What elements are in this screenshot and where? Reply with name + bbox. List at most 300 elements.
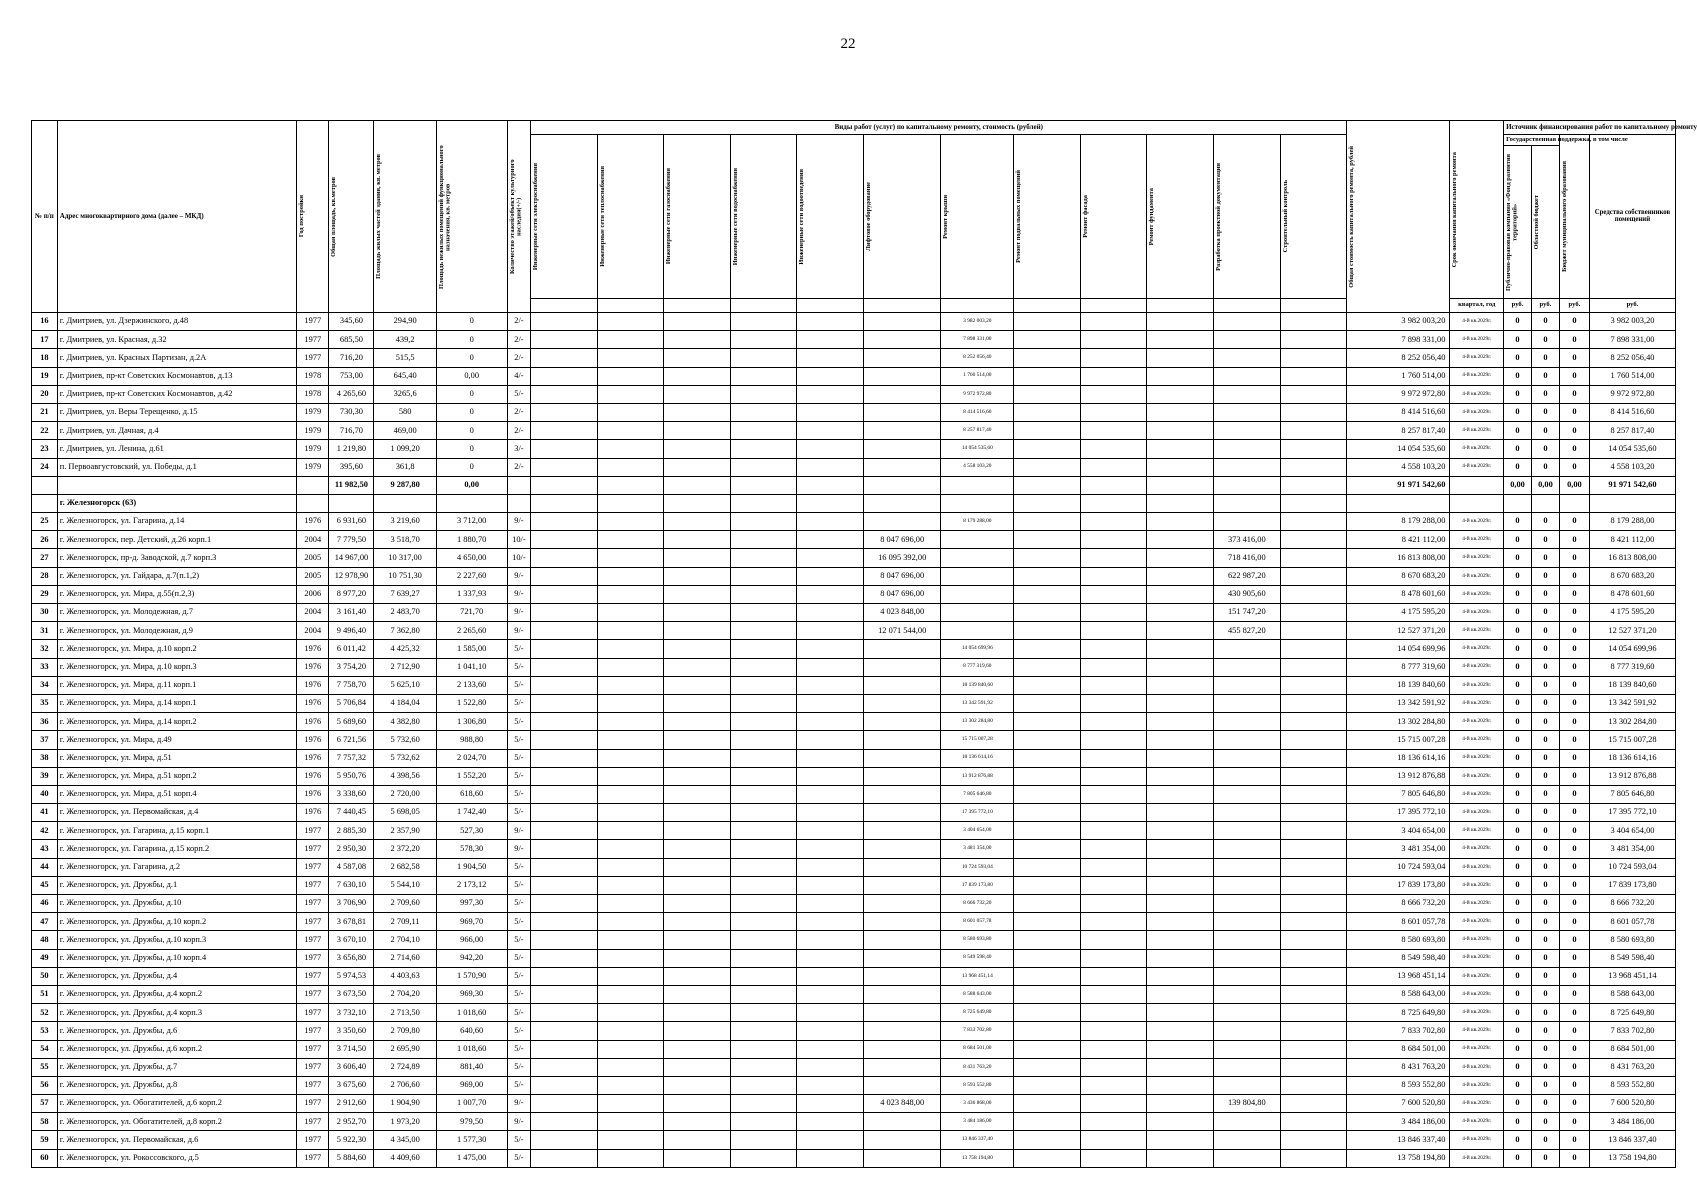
- cell-heat: [597, 876, 664, 894]
- cell-fund: 0: [1504, 694, 1532, 712]
- cell-regional: 0: [1531, 1113, 1559, 1131]
- cell-heat: [597, 895, 664, 913]
- cell-num: 47: [32, 913, 58, 931]
- cell-owners: 8 431 763,20: [1589, 1058, 1675, 1076]
- cell-sewer: [797, 1113, 864, 1131]
- cell-gas: [664, 895, 731, 913]
- table-row: [32, 876, 1676, 894]
- cell-electric: [531, 585, 598, 603]
- cell-basement: [1014, 876, 1081, 894]
- cell-regional: 0: [1531, 913, 1559, 931]
- cell-facade: [1080, 513, 1147, 531]
- cell-owners: 7 600 520,80: [1589, 1095, 1675, 1113]
- cell-electric: [531, 1149, 598, 1167]
- cell-living-area: 1 973,20: [374, 1113, 436, 1131]
- cell-supervision: [1280, 367, 1347, 385]
- cell-water: [730, 403, 797, 421]
- cell-total-cost: 13 758 194,80: [1347, 1149, 1450, 1167]
- cell-deadline: 4-й кв.2029г.: [1450, 985, 1504, 1003]
- cell-total-area: 2 885,30: [329, 822, 374, 840]
- cell-regional: 0: [1531, 694, 1559, 712]
- cell-heat: [597, 567, 664, 585]
- cell-municipal: 0: [1559, 1095, 1589, 1113]
- cell-water: [730, 1004, 797, 1022]
- cell-owners: 7 898 331,00: [1589, 331, 1675, 349]
- header-work-design: Разработка проектной документации: [1215, 162, 1223, 271]
- cell-floors: 5/-: [507, 1058, 531, 1076]
- cell-water: [730, 1113, 797, 1131]
- cell-year: 2006: [297, 585, 329, 603]
- cell-basement: [1014, 385, 1081, 403]
- table-row: [32, 1095, 1676, 1113]
- cell-design: 455 827,20: [1214, 622, 1281, 640]
- cell-owners: 8 725 649,80: [1589, 1004, 1675, 1022]
- cell-electric: [531, 804, 598, 822]
- cell-floors: 5/-: [507, 1131, 531, 1149]
- cell-address: г. Железногорск, ул. Молодежная, д.7: [57, 604, 296, 622]
- cell-supervision: [1280, 622, 1347, 640]
- cell-year: 1977: [297, 858, 329, 876]
- cell-supervision: [1280, 749, 1347, 767]
- cell-facade: [1080, 1131, 1147, 1149]
- cell-basement: [1014, 549, 1081, 567]
- cell-owners: 8 257 817,40: [1589, 422, 1675, 440]
- cell-total-area: 8 977,20: [329, 585, 374, 603]
- cell-nonres-area: 969,70: [436, 913, 507, 931]
- cell-facade: [1080, 876, 1147, 894]
- cell-water: [730, 1131, 797, 1149]
- cell-owners: 8 478 601,60: [1589, 585, 1675, 603]
- header-total-area: Общая площадь, кв.метров: [330, 176, 338, 257]
- cell-supervision: [1280, 840, 1347, 858]
- cell-deadline: 4-й кв.2029г.: [1450, 767, 1504, 785]
- cell-fund: 0: [1504, 985, 1532, 1003]
- cell-sewer: [797, 985, 864, 1003]
- cell-address: г. Железногорск, ул. Первомайская, д.4: [57, 804, 296, 822]
- cell-design: [1214, 913, 1281, 931]
- cell-living-area: 2 709,60: [374, 895, 436, 913]
- header-unit-rub: руб.: [1559, 299, 1589, 313]
- cell-gas: [664, 513, 731, 531]
- cell-nonres-area: 1 577,30: [436, 1131, 507, 1149]
- cell-municipal: 0: [1559, 767, 1589, 785]
- cell-foundation: [1147, 1149, 1214, 1167]
- cell-fund: 0: [1504, 367, 1532, 385]
- cell-heat: [597, 422, 664, 440]
- cell-sewer: [797, 1131, 864, 1149]
- table-row: [32, 567, 1676, 585]
- cell-address: г. Железногорск, ул. Мира, д.51 корп.4: [57, 785, 296, 803]
- cell-basement: [1014, 767, 1081, 785]
- cell-electric: [531, 1131, 598, 1149]
- cell-total-area: 4 587,08: [329, 858, 374, 876]
- table-row: [32, 658, 1676, 676]
- cell-gas: [664, 876, 731, 894]
- cell-design: [1214, 331, 1281, 349]
- header-works-group: Виды работ (услуг) по капитальному ремонту, стоимость (рублей): [531, 121, 1347, 135]
- cell-facade: [1080, 840, 1147, 858]
- cell-year: 1978: [297, 385, 329, 403]
- cell-total-cost: 3 982 003,20: [1347, 313, 1450, 331]
- cell-water: [730, 549, 797, 567]
- cell-heat: [597, 731, 664, 749]
- table-row: [32, 1131, 1676, 1149]
- cell-regional: 0: [1531, 985, 1559, 1003]
- cell-basement: [1014, 731, 1081, 749]
- cell-municipal: 0: [1559, 804, 1589, 822]
- cell-lift: [864, 804, 941, 822]
- cell-deadline: 4-й кв.2029г.: [1450, 403, 1504, 421]
- cell-regional: 0: [1531, 349, 1559, 367]
- cell-basement: [1014, 676, 1081, 694]
- cell-foundation: [1147, 604, 1214, 622]
- cell-design: [1214, 1058, 1281, 1076]
- cell-num: 16: [32, 313, 58, 331]
- cell-living-area: 4 409,60: [374, 1149, 436, 1167]
- cell-floors: 2/-: [507, 422, 531, 440]
- cell-roof: [941, 604, 1014, 622]
- cell-foundation: [1147, 1095, 1214, 1113]
- cell-roof: 8 593 552,80: [941, 1076, 1014, 1094]
- cell-roof: 8 601 057,78: [941, 913, 1014, 931]
- cell-basement: [1014, 1058, 1081, 1076]
- cell-floors: 5/-: [507, 749, 531, 767]
- cell-nonres-area: 0: [436, 331, 507, 349]
- cell-facade: [1080, 1040, 1147, 1058]
- cell-owners: 3 982 003,20: [1589, 313, 1675, 331]
- cell-fund: 0: [1504, 676, 1532, 694]
- cell-supervision: [1280, 403, 1347, 421]
- cell-municipal: 0: [1559, 1113, 1589, 1131]
- cell-lift: [864, 658, 941, 676]
- cell-address: г. Дмитриев, пр-кт Советских Космонавтов, д.42: [57, 385, 296, 403]
- subtotal-living-area: 9 287,80: [374, 476, 436, 494]
- cell-total-area: 4 265,60: [329, 385, 374, 403]
- cell-sewer: [797, 1040, 864, 1058]
- cell-num: 55: [32, 1058, 58, 1076]
- cell-design: [1214, 1076, 1281, 1094]
- cell-deadline: 4-й кв.2029г.: [1450, 713, 1504, 731]
- cell-design: 373 416,00: [1214, 531, 1281, 549]
- cell-owners: 13 302 284,80: [1589, 713, 1675, 731]
- cell-municipal: 0: [1559, 1040, 1589, 1058]
- cell-regional: 0: [1531, 567, 1559, 585]
- cell-lift: [864, 1131, 941, 1149]
- cell-num: 34: [32, 676, 58, 694]
- cell-fund: 0: [1504, 403, 1532, 421]
- cell-foundation: [1147, 640, 1214, 658]
- cell-address: г. Железногорск, ул. Мира, д.55(п.2,3): [57, 585, 296, 603]
- cell-fund: 0: [1504, 1022, 1532, 1040]
- cell-heat: [597, 313, 664, 331]
- header-unit-rub: руб.: [1531, 299, 1559, 313]
- cell-total-cost: 7 805 646,80: [1347, 785, 1450, 803]
- cell-municipal: 0: [1559, 549, 1589, 567]
- cell-gas: [664, 967, 731, 985]
- cell-electric: [531, 1058, 598, 1076]
- cell-electric: [531, 458, 598, 476]
- cell-lift: [864, 767, 941, 785]
- cell-total-area: 14 967,00: [329, 549, 374, 567]
- cell-total-area: 6 721,56: [329, 731, 374, 749]
- cell-basement: [1014, 822, 1081, 840]
- cell-address: г. Железногорск, ул. Дружбы, д.4: [57, 967, 296, 985]
- cell-owners: 8 601 057,78: [1589, 913, 1675, 931]
- table-row: [32, 895, 1676, 913]
- cell-design: [1214, 440, 1281, 458]
- cell-regional: 0: [1531, 876, 1559, 894]
- cell-supervision: [1280, 331, 1347, 349]
- cell-heat: [597, 749, 664, 767]
- cell-address: г. Дмитриев, пр-кт Советских Космонавтов, д.13: [57, 367, 296, 385]
- cell-owners: 4 175 595,20: [1589, 604, 1675, 622]
- cell-total-cost: 8 670 683,20: [1347, 567, 1450, 585]
- cell-num: 52: [32, 1004, 58, 1022]
- cell-basement: [1014, 985, 1081, 1003]
- cell-total-area: 716,20: [329, 349, 374, 367]
- cell-fund: 0: [1504, 622, 1532, 640]
- cell-heat: [597, 513, 664, 531]
- cell-supervision: [1280, 1022, 1347, 1040]
- cell-regional: 0: [1531, 658, 1559, 676]
- cell-lift: [864, 1022, 941, 1040]
- cell-deadline: 4-й кв.2029г.: [1450, 1149, 1504, 1167]
- cell-sewer: [797, 822, 864, 840]
- cell-num: 25: [32, 513, 58, 531]
- cell-nonres-area: 1 522,80: [436, 694, 507, 712]
- cell-municipal: 0: [1559, 367, 1589, 385]
- cell-address: г. Железногорск, ул. Дружбы, д.10 корп.3: [57, 931, 296, 949]
- table-row: [32, 549, 1676, 567]
- cell-sewer: [797, 895, 864, 913]
- cell-total-area: 3 161,40: [329, 604, 374, 622]
- cell-owners: 7 805 646,80: [1589, 785, 1675, 803]
- cell-supervision: [1280, 440, 1347, 458]
- cell-municipal: 0: [1559, 1076, 1589, 1094]
- cell-deadline: 4-й кв.2029г.: [1450, 313, 1504, 331]
- table-row: [32, 822, 1676, 840]
- cell-supervision: [1280, 640, 1347, 658]
- cell-address: г. Железногорск, ул. Молодежная, д.9: [57, 622, 296, 640]
- cell-design: [1214, 349, 1281, 367]
- cell-living-area: 2 704,10: [374, 931, 436, 949]
- cell-living-area: 469,00: [374, 422, 436, 440]
- cell-design: [1214, 676, 1281, 694]
- cell-fund: 0: [1504, 913, 1532, 931]
- cell-facade: [1080, 1149, 1147, 1167]
- table-body-dmitriev: [32, 313, 1676, 477]
- cell-facade: [1080, 767, 1147, 785]
- cell-gas: [664, 1040, 731, 1058]
- header-municipal-budget: Бюджет муниципального образования: [1560, 161, 1568, 272]
- cell-living-area: 5 732,60: [374, 731, 436, 749]
- cell-water: [730, 749, 797, 767]
- cell-floors: 10/-: [507, 531, 531, 549]
- table-row: [32, 931, 1676, 949]
- group-row: [32, 494, 1676, 512]
- cell-address: г. Железногорск, ул. Дружбы, д.10 корп.2: [57, 913, 296, 931]
- cell-sewer: [797, 931, 864, 949]
- table-row: [32, 749, 1676, 767]
- cell-basement: [1014, 640, 1081, 658]
- cell-fund: 0: [1504, 585, 1532, 603]
- cell-basement: [1014, 513, 1081, 531]
- cell-municipal: 0: [1559, 749, 1589, 767]
- table-row: [32, 367, 1676, 385]
- cell-gas: [664, 440, 731, 458]
- cell-year: 2005: [297, 549, 329, 567]
- cell-facade: [1080, 440, 1147, 458]
- cell-num: 36: [32, 713, 58, 731]
- cell-foundation: [1147, 385, 1214, 403]
- table-row: [32, 985, 1676, 1003]
- cell-heat: [597, 785, 664, 803]
- cell-deadline: 4-й кв.2029г.: [1450, 513, 1504, 531]
- cell-gas: [664, 767, 731, 785]
- cell-fund: 0: [1504, 567, 1532, 585]
- cell-floors: 5/-: [507, 1149, 531, 1167]
- table-header: [32, 121, 1697, 313]
- cell-supervision: [1280, 385, 1347, 403]
- cell-year: 1976: [297, 694, 329, 712]
- cell-supervision: [1280, 585, 1347, 603]
- cell-floors: 5/-: [507, 967, 531, 985]
- cell-foundation: [1147, 513, 1214, 531]
- cell-owners: 18 139 840,60: [1589, 676, 1675, 694]
- cell-address: г. Железногорск, ул. Гагарина, д.14: [57, 513, 296, 531]
- cell-roof: 17 839 173,80: [941, 876, 1014, 894]
- cell-facade: [1080, 349, 1147, 367]
- cell-design: 718 416,00: [1214, 549, 1281, 567]
- cell-owners: 4 558 103,20: [1589, 458, 1675, 476]
- cell-foundation: [1147, 985, 1214, 1003]
- cell-total-area: 2 952,70: [329, 1113, 374, 1131]
- cell-design: [1214, 767, 1281, 785]
- cell-design: [1214, 749, 1281, 767]
- cell-water: [730, 895, 797, 913]
- cell-electric: [531, 1076, 598, 1094]
- header-living-area: Площадь жилых частей здания, кв. метров: [375, 154, 383, 279]
- cell-year: 1977: [297, 1095, 329, 1113]
- cell-heat: [597, 640, 664, 658]
- cell-foundation: [1147, 658, 1214, 676]
- cell-facade: [1080, 640, 1147, 658]
- cell-water: [730, 1076, 797, 1094]
- cell-basement: [1014, 604, 1081, 622]
- cell-deadline: 4-й кв.2029г.: [1450, 604, 1504, 622]
- cell-deadline: 4-й кв.2029г.: [1450, 367, 1504, 385]
- header-total-cost: Общая стоимость капитального ремонта, рублей: [1348, 145, 1356, 288]
- cell-owners: 14 054 699,96: [1589, 640, 1675, 658]
- cell-facade: [1080, 931, 1147, 949]
- cell-heat: [597, 804, 664, 822]
- cell-supervision: [1280, 822, 1347, 840]
- cell-municipal: 0: [1559, 622, 1589, 640]
- cell-total-area: 5 950,76: [329, 767, 374, 785]
- cell-deadline: 4-й кв.2029г.: [1450, 913, 1504, 931]
- cell-design: [1214, 822, 1281, 840]
- cell-regional: 0: [1531, 331, 1559, 349]
- cell-floors: 5/-: [507, 858, 531, 876]
- cell-sewer: [797, 422, 864, 440]
- cell-electric: [531, 1113, 598, 1131]
- cell-floors: 9/-: [507, 822, 531, 840]
- cell-lift: [864, 1149, 941, 1167]
- table-row: [32, 385, 1676, 403]
- cell-sewer: [797, 403, 864, 421]
- cell-basement: [1014, 1149, 1081, 1167]
- subtotal-sum: 91 971 542,60: [1347, 476, 1450, 494]
- cell-year: 1977: [297, 967, 329, 985]
- cell-owners: 13 342 591,92: [1589, 694, 1675, 712]
- cell-address: г. Дмитриев, ул. Ленина, д.61: [57, 440, 296, 458]
- cell-year: 1977: [297, 1149, 329, 1167]
- cell-nonres-area: 1 041,10: [436, 658, 507, 676]
- cell-nonres-area: 969,00: [436, 1076, 507, 1094]
- cell-living-area: 2 714,60: [374, 949, 436, 967]
- cell-owners: 13 912 876,88: [1589, 767, 1675, 785]
- cell-electric: [531, 1095, 598, 1113]
- cell-sewer: [797, 367, 864, 385]
- cell-water: [730, 822, 797, 840]
- cell-total-cost: 13 846 337,40: [1347, 1131, 1450, 1149]
- cell-foundation: [1147, 895, 1214, 913]
- table-row: [32, 422, 1676, 440]
- cell-water: [730, 385, 797, 403]
- cell-roof: 13 342 591,92: [941, 694, 1014, 712]
- cell-owners: 13 846 337,40: [1589, 1131, 1675, 1149]
- cell-num: 59: [32, 1131, 58, 1149]
- cell-electric: [531, 513, 598, 531]
- cell-year: 1979: [297, 422, 329, 440]
- cell-lift: [864, 440, 941, 458]
- cell-sewer: [797, 549, 864, 567]
- cell-sewer: [797, 313, 864, 331]
- cell-roof: [941, 549, 1014, 567]
- cell-living-area: 2 709,11: [374, 913, 436, 931]
- cell-design: 139 804,80: [1214, 1095, 1281, 1113]
- cell-year: 2004: [297, 604, 329, 622]
- cell-roof: 7 805 646,80: [941, 785, 1014, 803]
- cell-num: 56: [32, 1076, 58, 1094]
- cell-total-cost: 8 414 516,60: [1347, 403, 1450, 421]
- cell-total-cost: 8 777 319,60: [1347, 658, 1450, 676]
- cell-heat: [597, 713, 664, 731]
- cell-supervision: [1280, 458, 1347, 476]
- cell-electric: [531, 876, 598, 894]
- cell-electric: [531, 694, 598, 712]
- cell-facade: [1080, 1095, 1147, 1113]
- cell-num: 23: [32, 440, 58, 458]
- subtotal-fund: 0,00: [1504, 476, 1532, 494]
- cell-sewer: [797, 567, 864, 585]
- table-row: [32, 513, 1676, 531]
- cell-foundation: [1147, 531, 1214, 549]
- subtotal-nonres-area: 0,00: [436, 476, 507, 494]
- cell-regional: 0: [1531, 731, 1559, 749]
- cell-heat: [597, 858, 664, 876]
- cell-nonres-area: 0: [436, 313, 507, 331]
- cell-municipal: 0: [1559, 403, 1589, 421]
- cell-floors: 5/-: [507, 731, 531, 749]
- cell-owners: 8 670 683,20: [1589, 567, 1675, 585]
- cell-fund: 0: [1504, 749, 1532, 767]
- cell-deadline: 4-й кв.2029г.: [1450, 731, 1504, 749]
- cell-basement: [1014, 713, 1081, 731]
- cell-living-area: 2 712,90: [374, 658, 436, 676]
- cell-year: 1977: [297, 349, 329, 367]
- cell-floors: 9/-: [507, 513, 531, 531]
